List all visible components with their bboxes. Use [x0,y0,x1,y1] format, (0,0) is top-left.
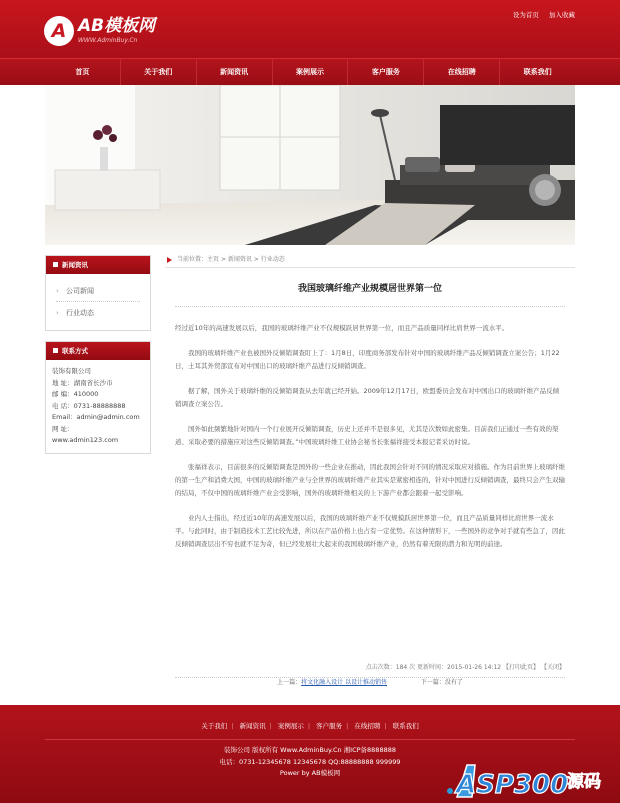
prev-next-nav [175,677,565,686]
top-links [505,10,575,19]
news-category-title: 新闻资讯 [46,256,150,274]
footer-link-service[interactable]: 客户服务 [316,722,343,730]
nav-item-about[interactable]: 关于我们 [121,59,197,86]
contact-title: 联系方式 [46,342,150,360]
watermark-suffix: 源码 [567,772,601,792]
nav-item-cases[interactable]: 案例展示 [273,59,349,86]
breadcrumb-news[interactable]: 新闻资讯 [227,256,252,263]
footer-phone-line: 电话：0731-12345678 12345678 QQ:88888888 999999 [219,757,401,766]
article-body [175,322,565,563]
nav-item-service[interactable]: 客户服务 [348,59,424,86]
nav-item-news[interactable]: 新闻资讯 [197,59,273,86]
view-count: 点击次数：184 次 [365,664,416,671]
nav-item-jobs[interactable]: 在线招聘 [424,59,500,86]
article-paragraph: 业内人士指出，经过近10年的高速发展以后，我国的玻璃纤维产业不仅规模跃居世界第一位，而且产品质量同样比肩世界一流水平。与此同时，由于制造技术工艺比较先进，所以在产品价格上也占有一定优势。在这种情形下，一些国外的竞争对手就有些急了，因此反倾销调查层出不穷也就不足为奇，但已经发展壮大起来的我国玻璃纤维产业，仍然有着无限的潜力和光明的前途。 [175,514,565,548]
article-paragraph: 张福祥表示，目前很多的反倾销调查是国外的一些企业在推动，因此我国会针对不同的情况采取应对措施。作为目前世界上玻璃纤维的第一生产和消费大国，中国的玻璃纤维产业与全世界的玻璃纤维产业其实是紧密相连的，针对中国进行反倾销调查，最终只会产生双输的结局，不仅中国的玻璃纤维产业会受影响，国外的玻璃纤维相关的上下游产业都会跟着一起受影响。 [175,463,565,497]
sidebar-item-company-news[interactable]: › 公司新闻 [56,280,140,302]
contact-address: 地 址：湖南省长沙市 [52,378,113,387]
footer-link-jobs[interactable]: 在线招聘 [354,722,381,730]
bedroom-interior-image [45,85,575,245]
close-link[interactable]: 【关闭】 [540,664,565,671]
breadcrumb [165,252,575,268]
footer-link-news[interactable]: 新闻资讯 [239,722,266,730]
contact-website-label: 网 址： [52,424,74,433]
breadcrumb-separator: > [251,256,261,263]
article-paragraph: 经过近10年的高速发展以后，我国的玻璃纤维产业不仅规模跃居世界第一位，而且产品质量同样比肩世界一流水平。 [175,324,509,332]
breadcrumb-industry[interactable]: 行业动态 [260,256,285,263]
breadcrumb-home[interactable]: 主页 [207,256,220,263]
footer-link-about[interactable]: 关于我们 [201,722,228,730]
asp300-watermark-logo [442,755,612,799]
next-article-text: 没有了 [444,679,463,686]
footer-link-cases[interactable]: 案例展示 [277,722,304,730]
nav-item-contact[interactable]: 联系我们 [523,68,552,76]
sidebar [45,255,151,464]
next-label: 下一篇： [420,679,445,686]
footer-links: 关于我们 | 新闻资讯 | 案例展示 | 客户服务 | 在线招聘 | 联系我们 [201,722,419,730]
watermark-text: ASP300 [456,770,569,799]
contact-postcode: 邮 编：410000 [52,390,99,398]
powered-by-line: Power by AB模板网 [279,769,341,777]
print-link[interactable]: 【打印此页】 [503,664,540,671]
article-paragraph: 据了解，国外关于玻璃纤维的反倾销调查从去年就已经开始。2009年12月17日，欧盟委员会发布对中国出口的玻璃纤维产品反倾销调查立案公告。 [175,387,560,408]
news-category-box [45,255,151,331]
logo-subtitle: WWW.AdminBuy.Cn [78,37,138,44]
contact-box [45,341,151,454]
update-time: 更新时间：2015-01-26 14:12 [417,664,502,671]
breadcrumb-label: 当前位置： [177,256,208,263]
site-header [0,0,620,85]
footer-link-contact[interactable]: 联系我们 [392,722,419,730]
contact-email: Email：admin@admin.com [52,413,140,421]
main-nav [0,58,620,85]
article-meta [175,662,565,678]
article-paragraph: 国外如此频繁地针对国内一个行业展开反倾销调查，历史上还并不是很多见，尤其是次数如此密集。目前我们正通过一些有效的渠道、采取必要的措施应对这些反倾销调查。”中国玻璃纤维工业协会秘书长张福祥接受本报记者采访时说。 [175,425,559,446]
banner-image [45,85,575,245]
article-paragraph: 我国的玻璃纤维产业也被国外反倾销调查盯上了：1月8日，印度商务部发布针对中国的玻璃纤维产品反倾销调查立案公告；1月22日，土耳其外贸部宣布对中国出口的玻璃纤维产品进行反倾销调查。 [175,349,560,370]
site-logo[interactable] [44,16,155,46]
prev-label: 上一篇： [277,679,302,686]
logo-text: AB模板网 [78,16,156,36]
contact-website[interactable]: www.admin123.com [52,436,119,444]
footer-divider [45,739,575,740]
set-homepage-link[interactable]: 设为首页 [512,11,539,19]
breadcrumb-separator: > [219,256,228,263]
add-favorite-link[interactable]: 加入收藏 [549,11,575,19]
prev-article-link[interactable]: 将文化融入设计 以设计推动销售 [301,679,388,686]
logo-mark: A [44,16,74,46]
sidebar-item-industry-news[interactable]: › 行业动态 [56,302,140,324]
contact-phone: 电 话：0731-88888888 [52,401,126,410]
nav-item-home[interactable]: 首页 [45,59,121,86]
copyright-line: 装饰公司 版权所有 Www.AdminBuy.Cn 湘ICP备8888888 [224,746,396,754]
contact-company: 装饰有限公司 [52,367,91,375]
article-title: 我国玻璃纤维产业规模居世界第一位 [175,281,565,307]
